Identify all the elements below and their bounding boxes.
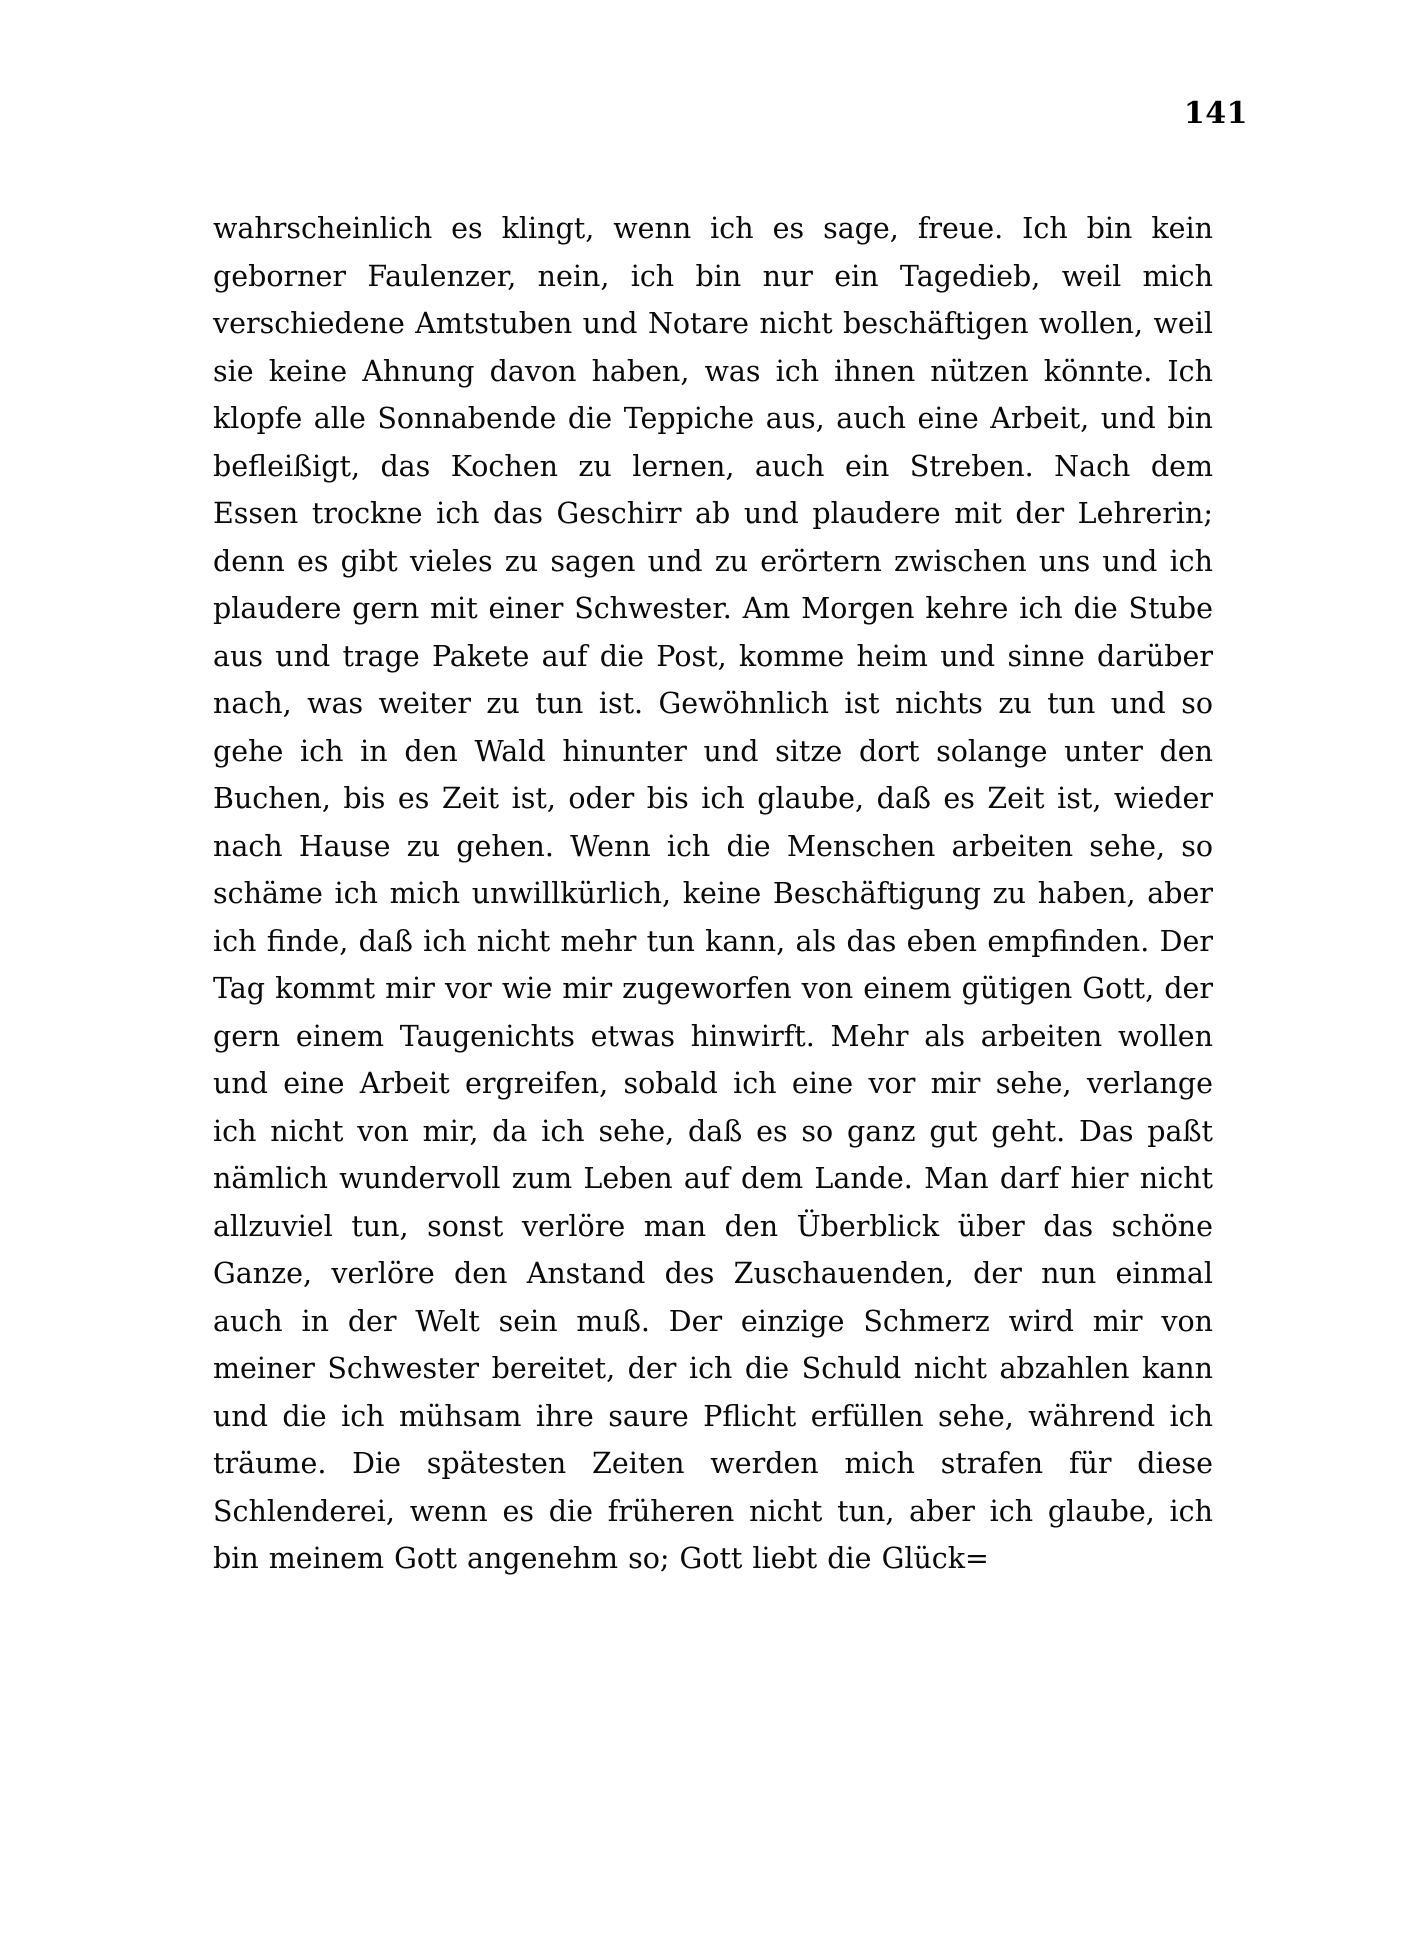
body-text-block xyxy=(213,205,1213,1583)
paragraph: wahrscheinlich es klingt, wenn ich es sage, freue. Ich bin kein geborner Faulenzer, nein, ich bin nur ein Tagedieb, weil mich verschiedene Amtstuben und Notare nicht beschäftigen wollen, weil sie keine Ahnung davon haben, was ich ihnen nützen könnte. Ich klopfe alle Sonnabende die Teppiche aus, auch eine Arbeit, und bin befleißigt, das Kochen zu lernen, auch ein Streben. Nach dem Essen trockne ich das Geschirr ab und plaudere mit der Lehrerin; denn es gibt vieles zu sagen und zu erörtern zwischen uns und ich plaudere gern mit einer Schwester. Am Morgen kehre ich die Stube aus und trage Pakete auf die Post, komme heim und sinne darüber nach, was weiter zu tun ist. Gewöhnlich ist nichts zu tun und so gehe ich in den Wald hinunter und sitze dort solange unter den Buchen, bis es Zeit ist, oder bis ich glaube, daß es Zeit ist, wieder nach Hause zu gehen. Wenn ich die Menschen arbeiten sehe, so schäme ich mich unwillkürlich, keine Beschäftigung zu haben, aber ich finde, daß ich nicht mehr tun kann, als das eben empfinden. Der Tag kommt mir vor wie mir zugeworfen von einem gütigen Gott, der gern einem Taugenichts etwas hinwirft. Mehr als arbeiten wollen und eine Arbeit ergreifen, sobald ich eine vor mir sehe, verlange ich nicht von mir, da ich sehe, daß es so ganz gut geht. Das paßt nämlich wundervoll zum Leben auf dem Lande. Man darf hier nicht allzuviel tun, sonst verlöre man den Überblick über das schöne Ganze, verlöre den Anstand des Zuschauenden, der nun einmal auch in der Welt sein muß. Der einzige Schmerz wird mir von meiner Schwester bereitet, der ich die Schuld nicht abzahlen kann und die ich mühsam ihre saure Pflicht erfüllen sehe, während ich träume. Die spätesten Zeiten werden mich strafen für diese Schlenderei, wenn es die früheren nicht tun, aber ich glaube, ich bin meinem Gott angenehm so; Gott liebt die Glück= xyxy=(213,212,1213,1575)
page-number: 141 xyxy=(1183,96,1248,131)
